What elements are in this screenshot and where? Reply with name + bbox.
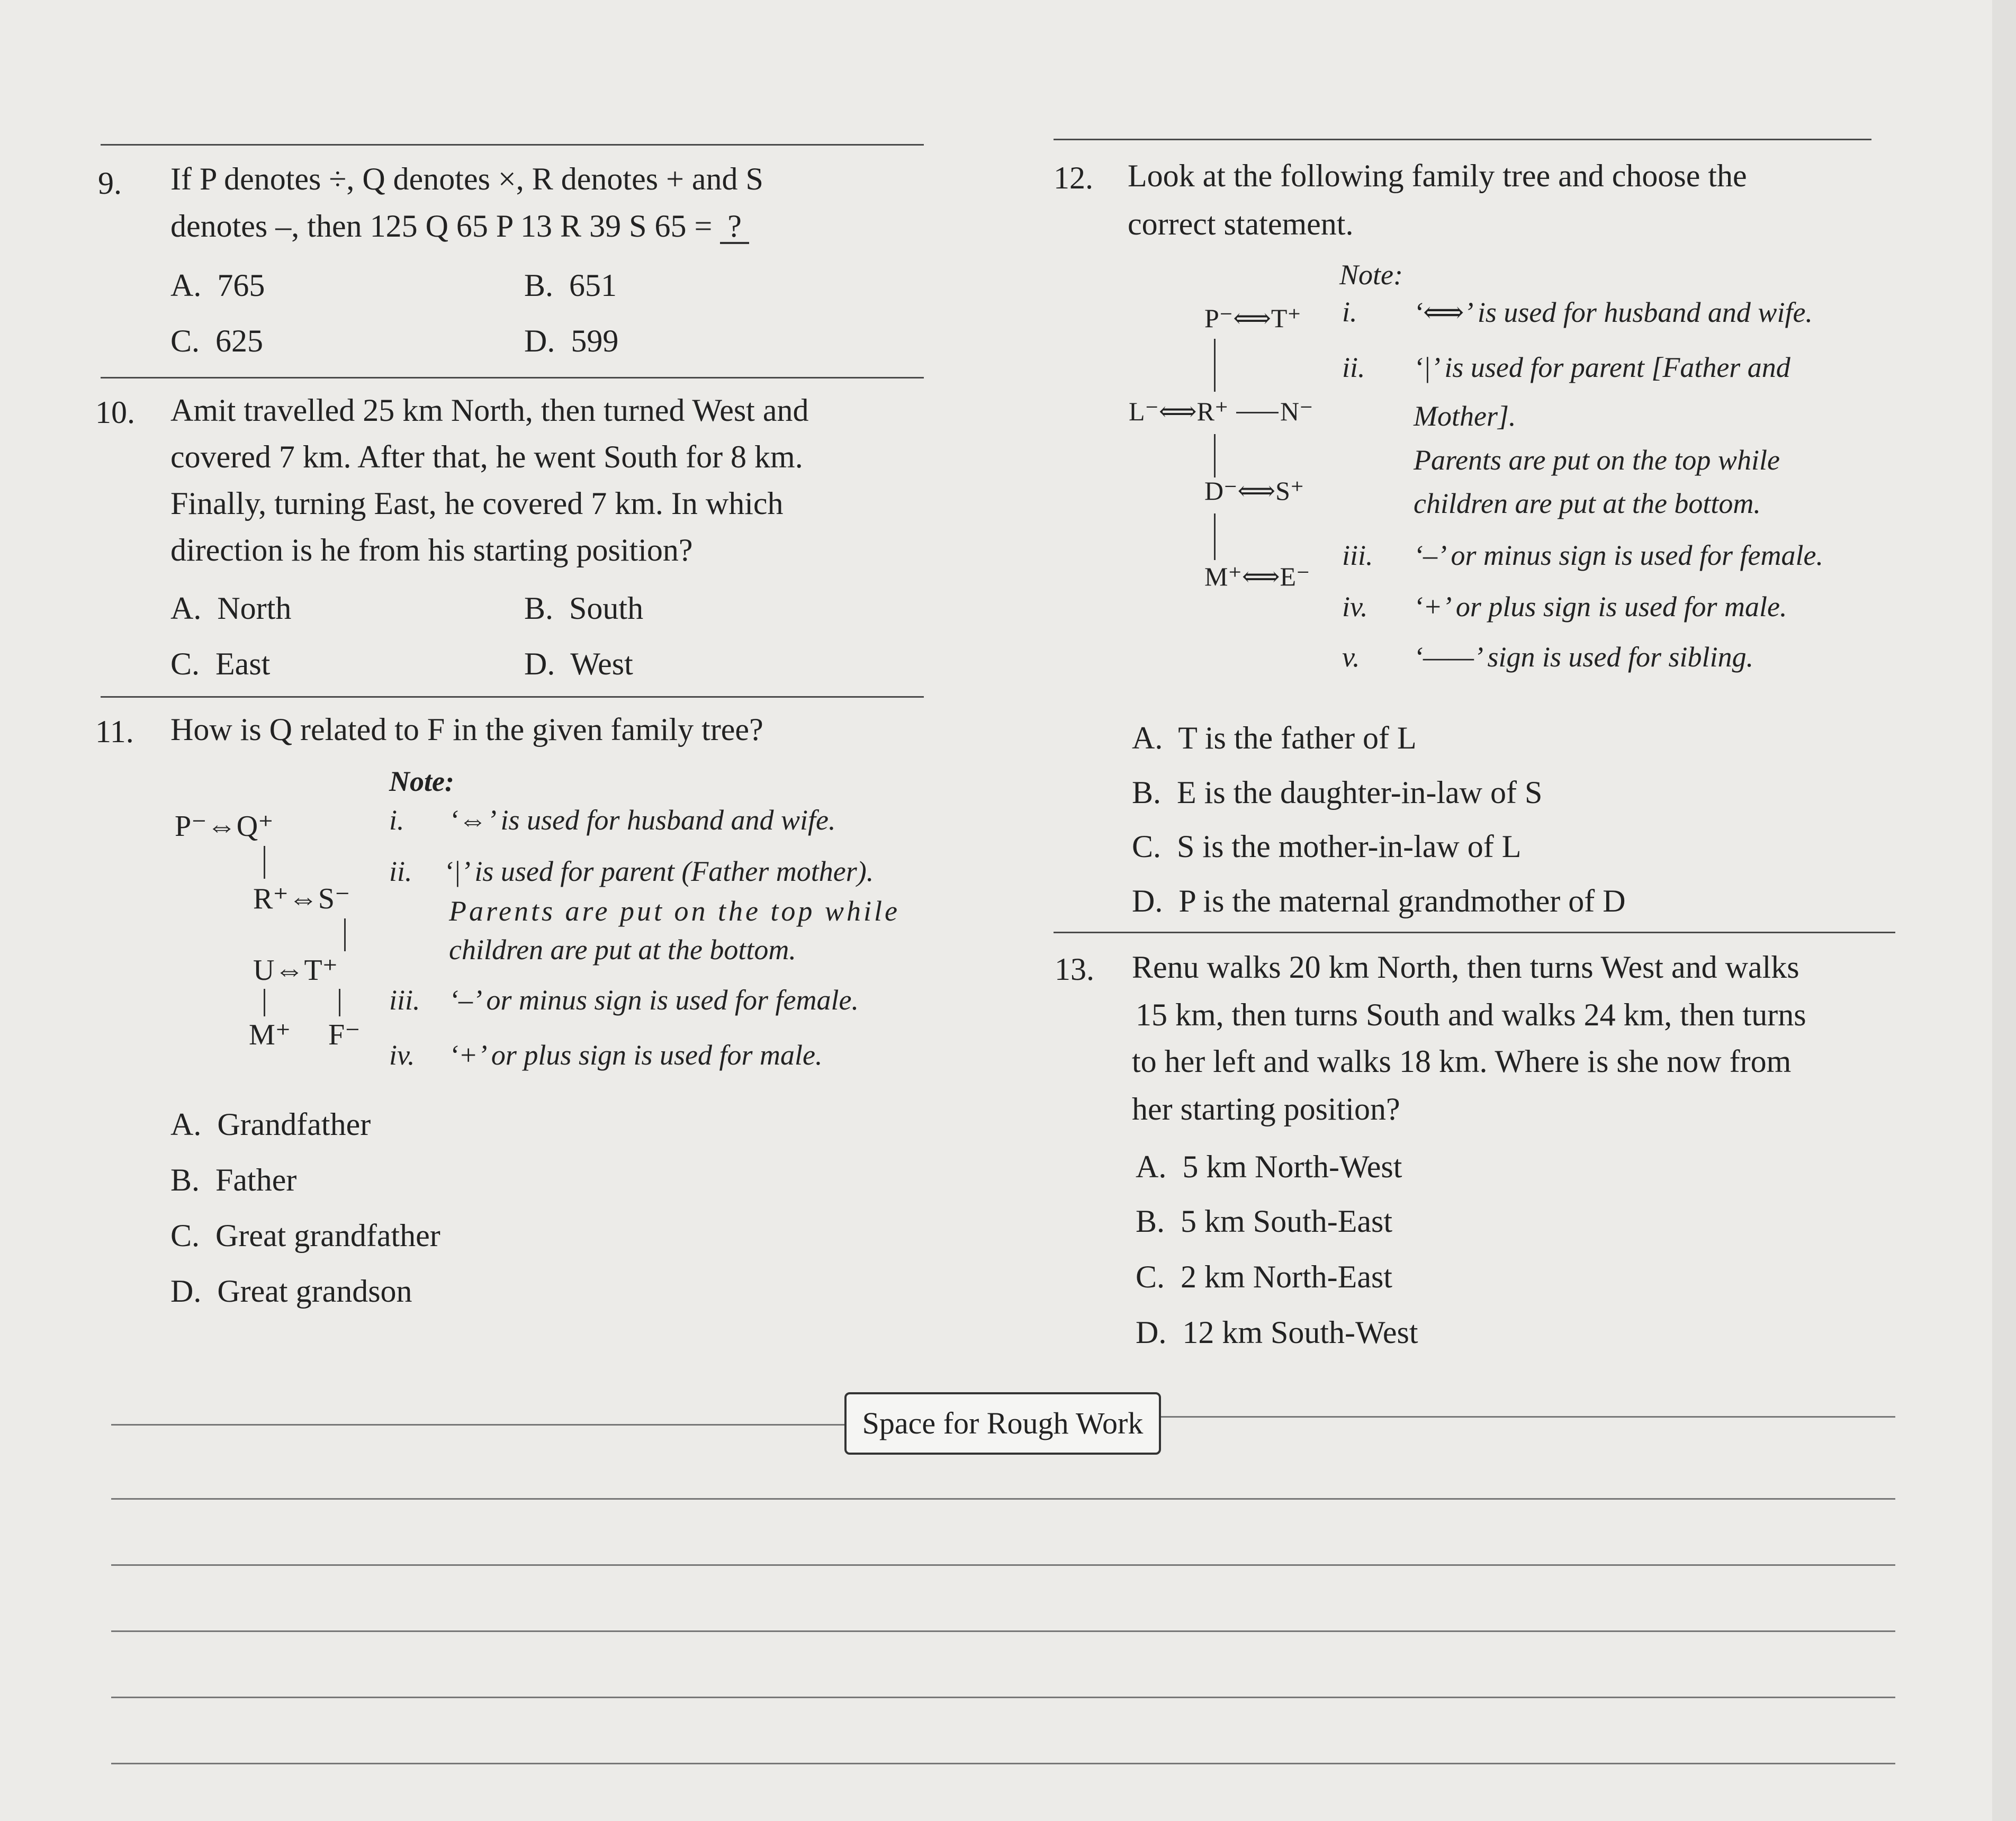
question-text: 15 km, then turns South and walks 24 km, then turns bbox=[1136, 997, 1806, 1032]
answer-blank: ? bbox=[720, 210, 749, 244]
option-b[interactable]: B. E is the daughter-in-law of S bbox=[1132, 775, 1543, 810]
parent-line bbox=[1214, 513, 1216, 560]
option-c[interactable]: C. East bbox=[170, 646, 271, 681]
note-number: ii. bbox=[389, 855, 412, 887]
note-number: i. bbox=[1342, 296, 1357, 328]
question-number: 9. bbox=[98, 166, 122, 201]
question-text: Finally, turning East, he covered 7 km. In which bbox=[170, 486, 784, 521]
note-number: iii. bbox=[389, 984, 420, 1016]
divider bbox=[1054, 139, 1871, 140]
note-text: ‘|’ is used for parent [Father and bbox=[1414, 351, 1790, 383]
question-text: denotes –, then 125 Q 65 P 13 R 39 S 65 = ? bbox=[170, 210, 749, 244]
note-text: ‘+’ or plus sign is used for male. bbox=[1414, 591, 1787, 623]
rough-work-line[interactable] bbox=[111, 1630, 1895, 1632]
question-text: to her left and walks 18 km. Where is she now from bbox=[1132, 1044, 1792, 1079]
divider bbox=[101, 144, 924, 146]
note-number: iii. bbox=[1342, 539, 1373, 571]
option-b[interactable]: B. Father bbox=[170, 1162, 297, 1197]
option-d[interactable]: D. P is the maternal grandmother of D bbox=[1132, 884, 1626, 918]
tree-row: M⁺⟺E⁻ bbox=[1204, 562, 1310, 591]
tree-row: P⁻⇔Q⁺ bbox=[175, 810, 274, 843]
option-b[interactable]: B. 5 km South-East bbox=[1136, 1204, 1393, 1239]
note-text: ‘⟺’ is used for husband and wife. bbox=[1414, 296, 1813, 328]
option-a[interactable]: A. North bbox=[170, 591, 292, 626]
note-title: Note: bbox=[1339, 259, 1403, 291]
tree-row: R⁺⇔S⁻ bbox=[253, 882, 350, 915]
option-a[interactable]: A. 5 km North-West bbox=[1136, 1149, 1402, 1184]
option-d[interactable]: D. West bbox=[524, 646, 633, 681]
tree-row: P⁻⟺T⁺ bbox=[1204, 303, 1301, 333]
page-edge bbox=[1992, 0, 2016, 1821]
note-text: Parents are put on the top while bbox=[449, 895, 900, 927]
question-number: 13. bbox=[1055, 952, 1094, 987]
question-text: covered 7 km. After that, he went South for 8 km. bbox=[170, 439, 803, 474]
divider bbox=[101, 377, 924, 378]
option-c[interactable]: C. 2 km North-East bbox=[1136, 1259, 1392, 1294]
parent-line bbox=[264, 846, 265, 879]
question-text: How is Q related to F in the given family tree? bbox=[170, 712, 763, 747]
option-a[interactable]: A. Grandfather bbox=[170, 1107, 371, 1142]
parent-line bbox=[1214, 434, 1216, 477]
note-text: Mother]. bbox=[1414, 400, 1516, 432]
parent-line bbox=[339, 989, 340, 1016]
option-a[interactable]: A. T is the father of L bbox=[1132, 720, 1417, 755]
option-d[interactable]: D. 12 km South-West bbox=[1136, 1315, 1418, 1350]
question-number: 12. bbox=[1054, 160, 1093, 195]
question-text: her starting position? bbox=[1132, 1092, 1400, 1126]
option-a[interactable]: A. 765 bbox=[170, 268, 265, 303]
rough-work-line[interactable] bbox=[111, 1763, 1895, 1764]
question-text: If P denotes ÷, Q denotes ×, R denotes + and S bbox=[170, 161, 763, 196]
question-number: 11. bbox=[95, 714, 134, 749]
note-title: Note: bbox=[389, 765, 454, 797]
divider bbox=[1054, 932, 1895, 933]
question-text: Amit travelled 25 km North, then turned West and bbox=[170, 393, 809, 428]
tree-node: F⁻ bbox=[328, 1018, 361, 1051]
question-text: direction is he from his starting position? bbox=[170, 533, 693, 567]
option-d[interactable]: D. 599 bbox=[524, 323, 619, 358]
option-c[interactable]: C. 625 bbox=[170, 323, 264, 358]
rough-work-line[interactable] bbox=[111, 1697, 1895, 1698]
note-number: i. bbox=[389, 804, 404, 836]
note-number: iv. bbox=[1342, 591, 1368, 623]
divider bbox=[101, 696, 924, 698]
sibling-line bbox=[1236, 412, 1279, 413]
note-text: Parents are put on the top while bbox=[1414, 444, 1780, 476]
rough-work-line bbox=[1157, 1416, 1895, 1418]
question-text: Look at the following family tree and choose the bbox=[1128, 158, 1747, 193]
question-number: 10. bbox=[95, 395, 135, 430]
tree-node: N⁻ bbox=[1280, 396, 1313, 426]
option-c[interactable]: C. Great grandfather bbox=[170, 1218, 440, 1253]
option-d[interactable]: D. Great grandson bbox=[170, 1274, 412, 1309]
parent-line bbox=[264, 989, 265, 1016]
option-c[interactable]: C. S is the mother-in-law of L bbox=[1132, 829, 1522, 864]
note-text: ‘+’ or plus sign is used for male. bbox=[449, 1039, 823, 1071]
parent-line bbox=[344, 918, 346, 951]
tree-row: L⁻⟺R⁺ bbox=[1129, 396, 1229, 426]
tree-row: D⁻⟺S⁺ bbox=[1204, 476, 1304, 506]
note-text: ‘——’ sign is used for sibling. bbox=[1414, 641, 1754, 673]
note-text: children are put at the bottom. bbox=[449, 934, 796, 966]
parent-line bbox=[1214, 339, 1216, 392]
note-number: ii. bbox=[1342, 351, 1365, 383]
note-text: ‘–’ or minus sign is used for female. bbox=[1414, 539, 1823, 571]
note-number: iv. bbox=[389, 1039, 415, 1071]
rough-work-line bbox=[111, 1424, 847, 1426]
option-b[interactable]: B. South bbox=[524, 591, 644, 626]
note-text: ‘|’ is used for parent (Father mother). bbox=[444, 855, 874, 887]
note-text: children are put at the bottom. bbox=[1414, 488, 1761, 519]
rough-work-line[interactable] bbox=[111, 1498, 1895, 1500]
note-text: ‘–’ or minus sign is used for female. bbox=[449, 984, 859, 1016]
note-number: v. bbox=[1342, 641, 1360, 673]
rough-work-label: Space for Rough Work bbox=[844, 1392, 1161, 1455]
rough-work-line[interactable] bbox=[111, 1564, 1895, 1566]
tree-row: U⇔T⁺ bbox=[253, 954, 338, 987]
question-text: Renu walks 20 km North, then turns West and walks bbox=[1132, 950, 1799, 985]
note-text: ‘⇔’ is used for husband and wife. bbox=[449, 804, 836, 836]
tree-node: M⁺ bbox=[249, 1018, 291, 1051]
question-text: correct statement. bbox=[1128, 206, 1354, 241]
option-b[interactable]: B. 651 bbox=[524, 268, 617, 303]
